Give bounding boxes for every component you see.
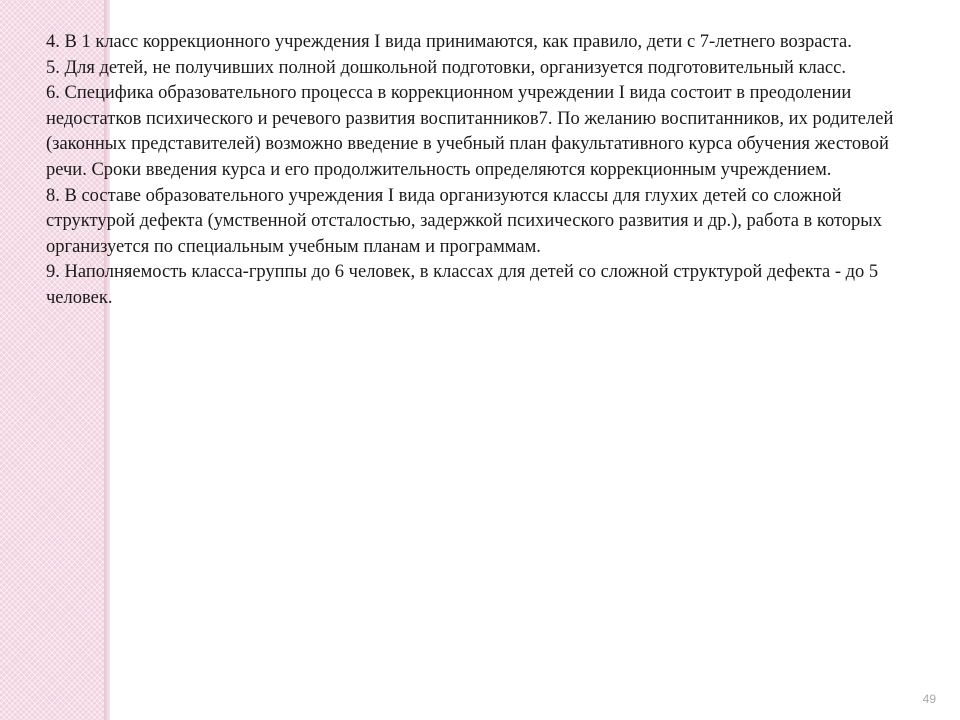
slide-body-text [46,30,916,312]
paragraph-item-9: 9. Наполняемость класса-группы до 6 человек, в классах для детей со сложной структурой дефекта - до 5 человек. [46,262,879,308]
paragraph-item-4: 4. В 1 класс коррекционного учреждения I вида принимаются, как правило, дети с 7-летнего возраста. [46,32,852,52]
paragraph-item-6-7: 6. Специфика образовательного процесса в коррекционном учреждении I вида состоит в преодолении недостатков психического и речевого развития воспитанников7. По желанию воспитанников, их родителей (законных представителей) возможно введение в учебный план факультативного курса обучения жестовой речи. Сроки введения курса и его продолжительность определяются коррекционным учреждением. [46,83,894,180]
paragraph-item-8: 8. В составе образовательного учреждения I вида организуются классы для глухих детей со сложной структурой дефекта (умственной отсталостью, задержкой психического развития и др.), работа в которых организуется по специальным учебным планам и программам. [46,185,882,257]
paragraph-item-5: 5. Для детей, не получивших полной дошкольной подготовки, организуется подготовительный класс. [46,57,846,78]
page-number: 49 [922,692,936,706]
